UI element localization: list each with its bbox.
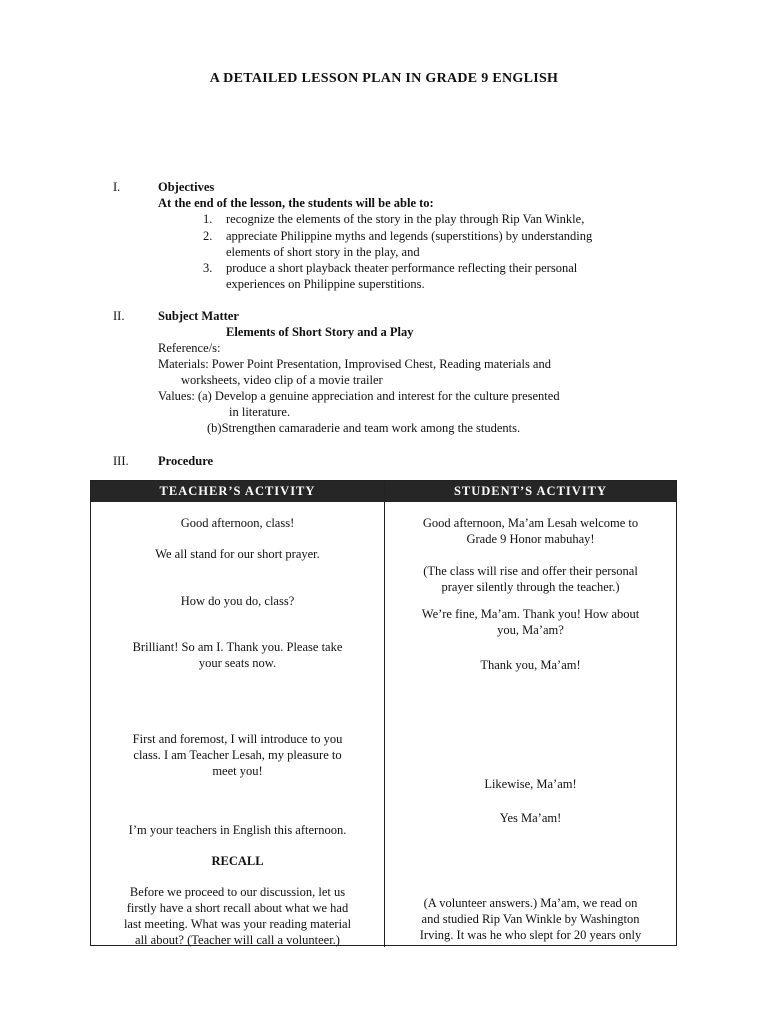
teacher-line: firstly have a short recall about what we had	[126, 901, 349, 915]
student-line: and studied Rip Van Winkle by Washington	[421, 912, 640, 926]
student-line: Irving. It was he who slept for 20 years only	[419, 928, 642, 942]
student-line: Likewise, Ma’am!	[484, 777, 577, 791]
teacher-line: class. I am Teacher Lesah, my pleasure to	[133, 748, 342, 762]
values-line: Values: (a) Develop a genuine appreciation and interest for the culture presented	[158, 389, 560, 403]
student-line: Good afternoon, Ma’am Lesah welcome to	[422, 516, 639, 530]
recall-heading: RECALL	[211, 854, 264, 868]
teacher-line: Brilliant! So am I. Thank you. Please take	[132, 640, 343, 654]
student-line: (A volunteer answers.) Ma’am, we read on	[423, 896, 638, 910]
teacher-line: I’m your teachers in English this afternoon.	[128, 823, 347, 837]
teacher-line: Before we proceed to our discussion, let us	[129, 885, 346, 899]
objective-text: appreciate Philippine myths and legends (superstitions) by understanding	[226, 229, 593, 243]
student-line: (The class will rise and offer their personal	[423, 564, 638, 578]
values-line: in literature.	[229, 405, 291, 419]
section-heading-subject-matter: Subject Matter	[158, 309, 239, 323]
objective-number: 2.	[203, 229, 213, 243]
materials-line: Materials: Power Point Presentation, Improvised Chest, Reading materials and	[158, 357, 551, 371]
teacher-line: First and foremost, I will introduce to you	[132, 732, 343, 746]
section-numeral-objectives: I.	[113, 180, 121, 194]
student-activity-header: STUDENT’S ACTIVITY	[453, 484, 608, 498]
teacher-activity-header: TEACHER’S ACTIVITY	[159, 484, 316, 498]
values-line: (b)Strengthen camaraderie and team work among the students.	[207, 421, 521, 435]
procedure-table	[90, 480, 677, 946]
student-line: Thank you, Ma’am!	[480, 658, 581, 672]
section-numeral-subject-matter: II.	[113, 309, 125, 323]
objective-number: 3.	[203, 261, 213, 275]
objective-text: elements of short story in the play, and	[226, 245, 420, 259]
student-line: prayer silently through the teacher.)	[441, 580, 620, 594]
references-label: Reference/s:	[158, 341, 221, 355]
teacher-line: How do you do, class?	[180, 594, 295, 608]
subject-topic: Elements of Short Story and a Play	[226, 325, 414, 339]
objective-text: recognize the elements of the story in the play through Rip Van Winkle,	[226, 212, 585, 226]
teacher-line: all about? (Teacher will call a volunteer.)	[135, 933, 340, 947]
objective-number: 1.	[203, 212, 213, 226]
teacher-line: last meeting. What was your reading material	[123, 917, 352, 931]
teacher-line: Good afternoon, class!	[180, 516, 295, 530]
materials-line: worksheets, video clip of a movie trailer	[181, 373, 383, 387]
document-title: A DETAILED LESSON PLAN IN GRADE 9 ENGLISH	[209, 71, 559, 86]
teacher-line: We all stand for our short prayer.	[155, 547, 320, 561]
objective-text: produce a short playback theater performance reflecting their personal	[226, 261, 578, 275]
section-heading-objectives: Objectives	[158, 180, 215, 194]
teacher-line: meet you!	[212, 764, 263, 778]
teacher-line: your seats now.	[198, 656, 277, 670]
student-line: We’re fine, Ma’am. Thank you! How about	[421, 607, 640, 621]
section-numeral-procedure: III.	[113, 454, 129, 468]
section-heading-procedure: Procedure	[158, 454, 214, 468]
student-line: Grade 9 Honor mabuhay!	[466, 532, 595, 546]
student-line: you, Ma’am?	[497, 623, 564, 637]
objectives-intro: At the end of the lesson, the students will be able to:	[158, 196, 434, 210]
student-line: Yes Ma’am!	[499, 811, 562, 825]
column-divider	[384, 481, 385, 947]
objective-text: experiences on Philippine superstitions.	[226, 277, 425, 291]
